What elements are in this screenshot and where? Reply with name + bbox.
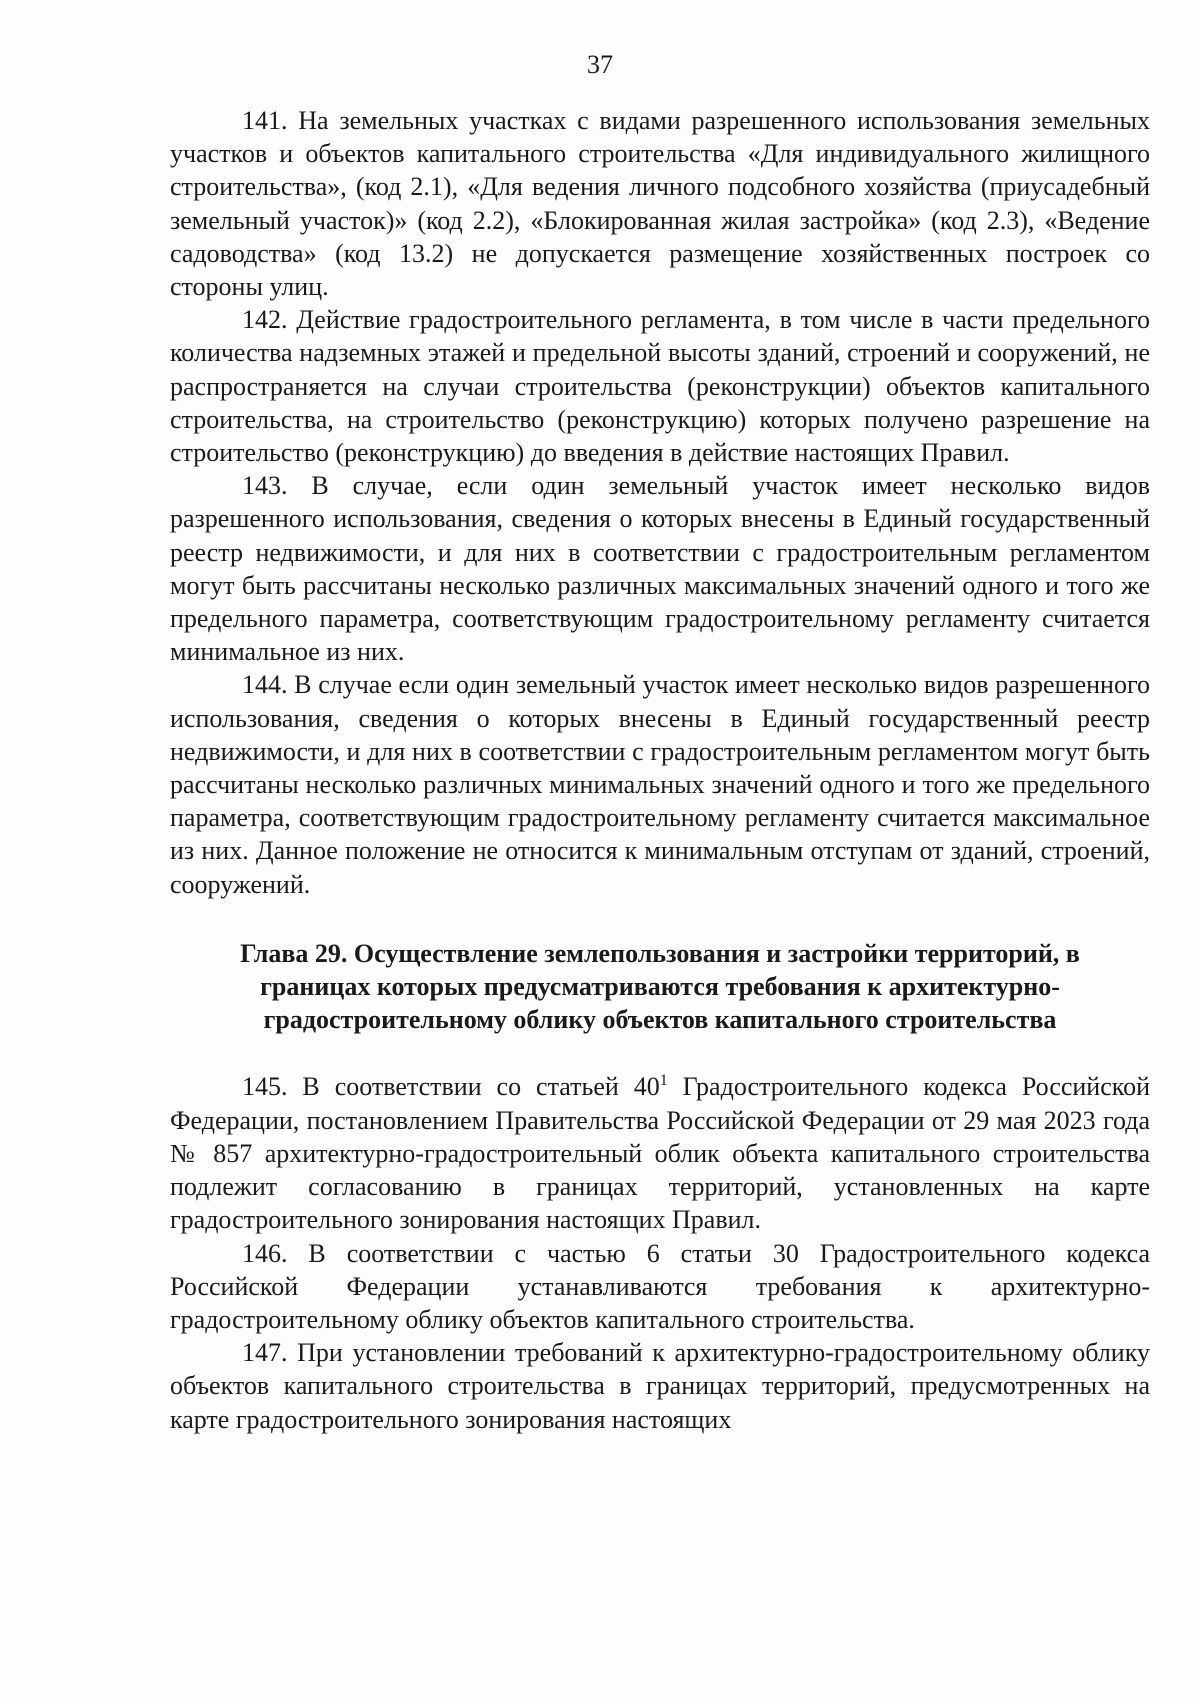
paragraph-145-end: Градостроительного кодекса Российской Федерации, постановлением Правительства Российской Федерации от 29 мая 2023 года № 857 архитектурно-градостроительный облик объекта капитального строительства подлежит согласованию в границах территорий, установленных на карте градостроительного зонирования настоящих Правил. xyxy=(170,1072,1150,1235)
paragraph-144: 144. В случае если один земельный участок имеет несколько видов разрешенного использования, сведения о которых внесены в Единый государственный реестр недвижимости, и для них в соответствии с градостроительным регламентом могут быть рассчитаны несколько различных минимальных значений одного и того же предельного параметра, соответствующим градостроительному регламенту считается максимальное из них. Данное положение не относится к минимальным отступам от зданий, строений, сооружений. xyxy=(170,670,1150,899)
paragraph-142: 142. Действие градостроительного регламента, в том числе в части предельного количества надземных этажей и предельной высоты зданий, строений и сооружений, не распространяется на случаи строительства (реконструкции) объектов капитального строительства, на строительство (реконструкцию) которых получено разрешение на строительство (реконструкцию) до введения в действие настоящих Правил. xyxy=(170,305,1150,468)
paragraph-141: 141. На земельных участках с видами разрешенного использования земельных участков и объектов капитального строительства «Для индивидуального жилищного строительства», (код 2.1), «Для ведения личного подсобного хозяйства (приусадебный земельный участок)» (код 2.2), «Блокированная жилая застройка» (код 2.3), «Ведение садоводства» (код 13.2) не допускается размещение хозяйственных построек со стороны улиц. xyxy=(170,106,1150,302)
paragraph-146: 146. В соответствии с частью 6 статьи 30 Градостроительного кодекса Российской Федерации устанавливаются требования к архитектурно-градостроительному облику объектов капитального строительства. xyxy=(170,1238,1150,1334)
chapter-heading: Глава 29. Осуществление землепользования и застройки территорий, в границах которых предусматриваются требования к архитектурно-градостроительному облику объектов капитального строительства xyxy=(240,938,1080,1035)
paragraph-143: 143. В случае, если один земельный участок имеет несколько видов разрешенного использования, сведения о которых внесены в Единый государственный реестр недвижимости, и для них в соответствии с градостроительным регламентом могут быть рассчитаны несколько различных максимальных значений одного и того же предельного параметра, соответствующим градостроительному регламенту считается минимальное из них. xyxy=(170,471,1150,667)
page-number: 37 xyxy=(587,50,613,79)
document-body xyxy=(170,104,1150,1436)
paragraph-145-start: 145. В соответствии со статьей 40 xyxy=(242,1072,660,1102)
paragraph-145 xyxy=(170,1070,1150,1236)
article-superscript: 1 xyxy=(659,1072,668,1090)
paragraph-147: 147. При установлении требований к архитектурно-градостроительному облику объектов капитального строительства в границах территорий, предусмотренных на карте градостроительного зонирования настоящих xyxy=(170,1338,1150,1434)
